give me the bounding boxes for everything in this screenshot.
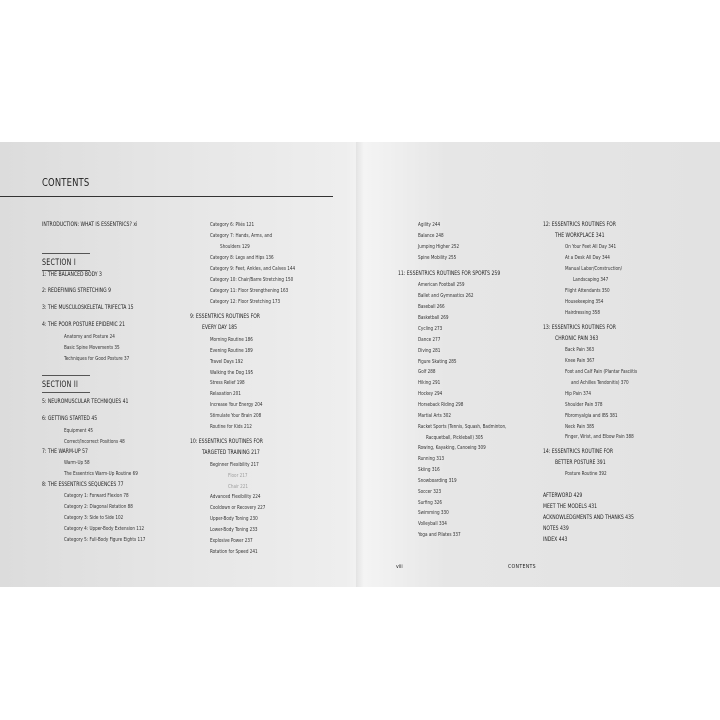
toc-subentry: Rotation for Speed 241 xyxy=(210,549,258,555)
toc-entry: 3: THE MUSCULOSKELETAL TRIFECTA 15 xyxy=(42,304,134,311)
toc-subentry: Category 12: Floor Stretching 173 xyxy=(210,299,281,305)
toc-subentry: Dance 277 xyxy=(418,337,441,343)
toc-subentry: Racket Sports (Tennis, Squash, Badminton, xyxy=(418,424,507,430)
toc-entry: AFTERWORD 429 xyxy=(543,492,583,499)
toc-subentry: Increase Your Energy 204 xyxy=(210,402,263,408)
toc-subentry: American Football 259 xyxy=(418,282,465,288)
toc-subentry: Golf 288 xyxy=(418,369,436,375)
toc-entry: 8: THE ESSENTRICS SEQUENCES 77 xyxy=(42,481,124,488)
running-footer: CONTENTS xyxy=(508,564,536,570)
toc-subentry: Category 3: Side to Side 102 xyxy=(64,515,124,521)
toc-subentry: Category 11: Floor Strengthening 163 xyxy=(210,288,289,294)
toc-subentry: The Essentrics Warm-Up Routine 69 xyxy=(64,471,138,477)
toc-entry: 7: THE WARM-UP 57 xyxy=(42,448,88,455)
toc-subentry: Volleyball 334 xyxy=(418,521,447,527)
toc-subentry: Category 7: Hands, Arms, and xyxy=(210,233,273,239)
title-rule xyxy=(0,196,333,197)
toc-subentry: Hip Pain 374 xyxy=(565,391,591,397)
toc-subentry: Beginner Flexibility 217 xyxy=(210,462,259,468)
section-rule-top xyxy=(42,375,90,376)
toc-entry: BETTER POSTURE 391 xyxy=(555,459,606,466)
toc-subentry: Back Pain 363 xyxy=(565,347,595,353)
section-heading: SECTION II xyxy=(42,380,79,390)
toc-subentry: Walking the Dog 195 xyxy=(210,370,254,376)
toc-subentry: Category 2: Diagonal Rotation 88 xyxy=(64,504,133,510)
toc-subentry: Baseball 266 xyxy=(418,304,445,310)
toc-subentry: Skiing 316 xyxy=(418,467,440,473)
section-rule-bottom xyxy=(42,392,90,393)
toc-subentry: Knee Pain 367 xyxy=(565,358,595,364)
toc-entry: 6: GETTING STARTED 45 xyxy=(42,415,98,422)
toc-subentry: Lower-Body Toning 233 xyxy=(210,527,258,533)
toc-subentry: Evening Routine 189 xyxy=(210,348,253,354)
toc-subentry: Housekeeping 354 xyxy=(565,299,604,305)
toc-subentry: Warm-Up 58 xyxy=(64,460,90,466)
toc-subentry: Travel Days 192 xyxy=(210,359,243,365)
toc-subentry: Shoulder Pain 378 xyxy=(565,402,603,408)
toc-entry: 1: THE BALANCED BODY 3 xyxy=(42,271,102,278)
toc-subentry: Category 10: Chair/Barre Stretching 150 xyxy=(210,277,294,283)
toc-subentry: Landscaping 347 xyxy=(573,277,609,283)
toc-subentry: Category 5: Full-Body Figure Eights 117 xyxy=(64,537,146,543)
toc-subentry: Finger, Wrist, and Elbow Pain 388 xyxy=(565,434,634,440)
toc-subentry: Fibromyalgia and IBS 381 xyxy=(565,413,618,419)
toc-entry: 10: ESSENTRICS ROUTINES FOR xyxy=(190,438,263,445)
toc-subentry: Equipment 45 xyxy=(64,428,93,434)
toc-subentry: Category 1: Forward Flexion 78 xyxy=(64,493,129,499)
toc-subentry: Correct/Incorrect Positions 48 xyxy=(64,439,125,445)
toc-subentry: and Achilles Tendonitis) 370 xyxy=(571,380,629,386)
section-heading: SECTION I xyxy=(42,258,77,268)
toc-entry: 5: NEUROMUSCULAR TECHNIQUES 41 xyxy=(42,398,129,405)
toc-entry: 14: ESSENTRICS ROUTINE FOR xyxy=(543,448,613,455)
book-spread xyxy=(0,142,720,587)
toc-subentry: On Your Feet All Day 341 xyxy=(565,244,617,250)
toc-subentry: Swimming 330 xyxy=(418,510,449,516)
toc-subentry: Flight Attendants 350 xyxy=(565,288,610,294)
toc-subentry: Jumping Higher 252 xyxy=(418,244,460,250)
toc-entry: 12: ESSENTRICS ROUTINES FOR xyxy=(543,221,616,228)
toc-subentry: Cooldown or Recovery 227 xyxy=(210,505,266,511)
toc-subentry: Horseback Riding 298 xyxy=(418,402,464,408)
toc-subentry: Stress Relief 198 xyxy=(210,380,245,386)
toc-subentry: Martial Arts 302 xyxy=(418,413,452,419)
toc-subentry: Morning Routine 186 xyxy=(210,337,253,343)
toc-subentry: Rowing, Kayaking, Canoeing 309 xyxy=(418,445,486,451)
toc-subentry: Advanced Flexibility 224 xyxy=(210,494,261,500)
toc-entry: MEET THE MODELS 431 xyxy=(543,503,598,510)
toc-subentry: Snowboarding 319 xyxy=(418,478,457,484)
toc-entry: CHRONIC PAIN 363 xyxy=(555,335,599,342)
contents-title: CONTENTS xyxy=(42,176,90,189)
toc-subentry: Category 4: Upper-Body Extension 112 xyxy=(64,526,145,532)
toc-subentry: Category 8: Legs and Hips 136 xyxy=(210,255,274,261)
toc-entry: 13: ESSENTRICS ROUTINES FOR xyxy=(543,324,616,331)
toc-subentry: Manual Labor/Construction/ xyxy=(565,266,623,272)
toc-subentry: Chair 221 xyxy=(228,484,249,490)
toc-subentry: Explosive Power 237 xyxy=(210,538,253,544)
toc-subentry: Category 9: Feet, Ankles, and Calves 144 xyxy=(210,266,296,272)
toc-subentry: Surfing 326 xyxy=(418,500,442,506)
toc-subentry: Stimulate Your Brain 208 xyxy=(210,413,262,419)
toc-subentry: Hiking 291 xyxy=(418,380,441,386)
toc-entry: EVERY DAY 185 xyxy=(202,324,238,331)
toc-subentry: Shoulders 129 xyxy=(220,244,250,250)
toc-subentry: Basketball 269 xyxy=(418,315,449,321)
section-rule-top xyxy=(42,253,90,254)
toc-entry: 9: ESSENTRICS ROUTINES FOR xyxy=(190,313,260,320)
toc-subentry: Soccer 323 xyxy=(418,489,442,495)
toc-subentry: Diving 281 xyxy=(418,348,441,354)
toc-subentry: Agility 244 xyxy=(418,222,441,228)
toc-subentry: Anatomy and Posture 24 xyxy=(64,334,115,340)
toc-entry: 4: THE POOR POSTURE EPIDEMIC 21 xyxy=(42,321,125,328)
page-number: viii xyxy=(396,564,403,570)
toc-subentry: Relaxation 201 xyxy=(210,391,241,397)
toc-entry: 11: ESSENTRICS ROUTINES FOR SPORTS 259 xyxy=(398,270,501,277)
toc-subentry: Ballet and Gymnastics 262 xyxy=(418,293,474,299)
toc-subentry: Racquetball, Pickleball) 305 xyxy=(426,435,484,441)
toc-subentry: Basic Spine Movements 35 xyxy=(64,345,120,351)
toc-entry: ACKNOWLEDGMENTS AND THANKS 435 xyxy=(543,514,634,521)
toc-entry: TARGETED TRAINING 217 xyxy=(202,449,260,456)
toc-subentry: Upper-Body Toning 230 xyxy=(210,516,258,522)
toc-subentry: Spine Mobility 255 xyxy=(418,255,457,261)
toc-subentry: Balance 248 xyxy=(418,233,444,239)
toc-subentry: Hairdressing 358 xyxy=(565,310,601,316)
book-gutter xyxy=(356,142,364,587)
toc-entry: INDEX 443 xyxy=(543,536,568,543)
toc-subentry: Routine for Kids 212 xyxy=(210,424,252,430)
toc-subentry: Foot and Calf Pain (Plantar Fasciitis xyxy=(565,369,638,375)
toc-subentry: Hockey 294 xyxy=(418,391,443,397)
toc-subentry: At a Desk All Day 344 xyxy=(565,255,610,261)
toc-subentry: Posture Routine 392 xyxy=(565,471,607,477)
toc-subentry: Running 313 xyxy=(418,456,445,462)
toc-subentry: Cycling 273 xyxy=(418,326,443,332)
toc-subentry: Yoga and Pilates 337 xyxy=(418,532,461,538)
toc-entry: NOTES 439 xyxy=(543,525,569,532)
toc-entry: INTRODUCTION: WHAT IS ESSENTRICS? xi xyxy=(42,221,138,228)
toc-entry: THE WORKPLACE 341 xyxy=(555,232,605,239)
toc-subentry: Neck Pain 385 xyxy=(565,424,595,430)
toc-entry: 2: REDEFINING STRETCHING 9 xyxy=(42,287,111,294)
toc-subentry: Floor 217 xyxy=(228,473,248,479)
toc-subentry: Techniques for Good Posture 37 xyxy=(64,356,130,362)
toc-subentry: Category 6: Pliés 121 xyxy=(210,222,255,228)
toc-subentry: Figure Skating 285 xyxy=(418,359,457,365)
